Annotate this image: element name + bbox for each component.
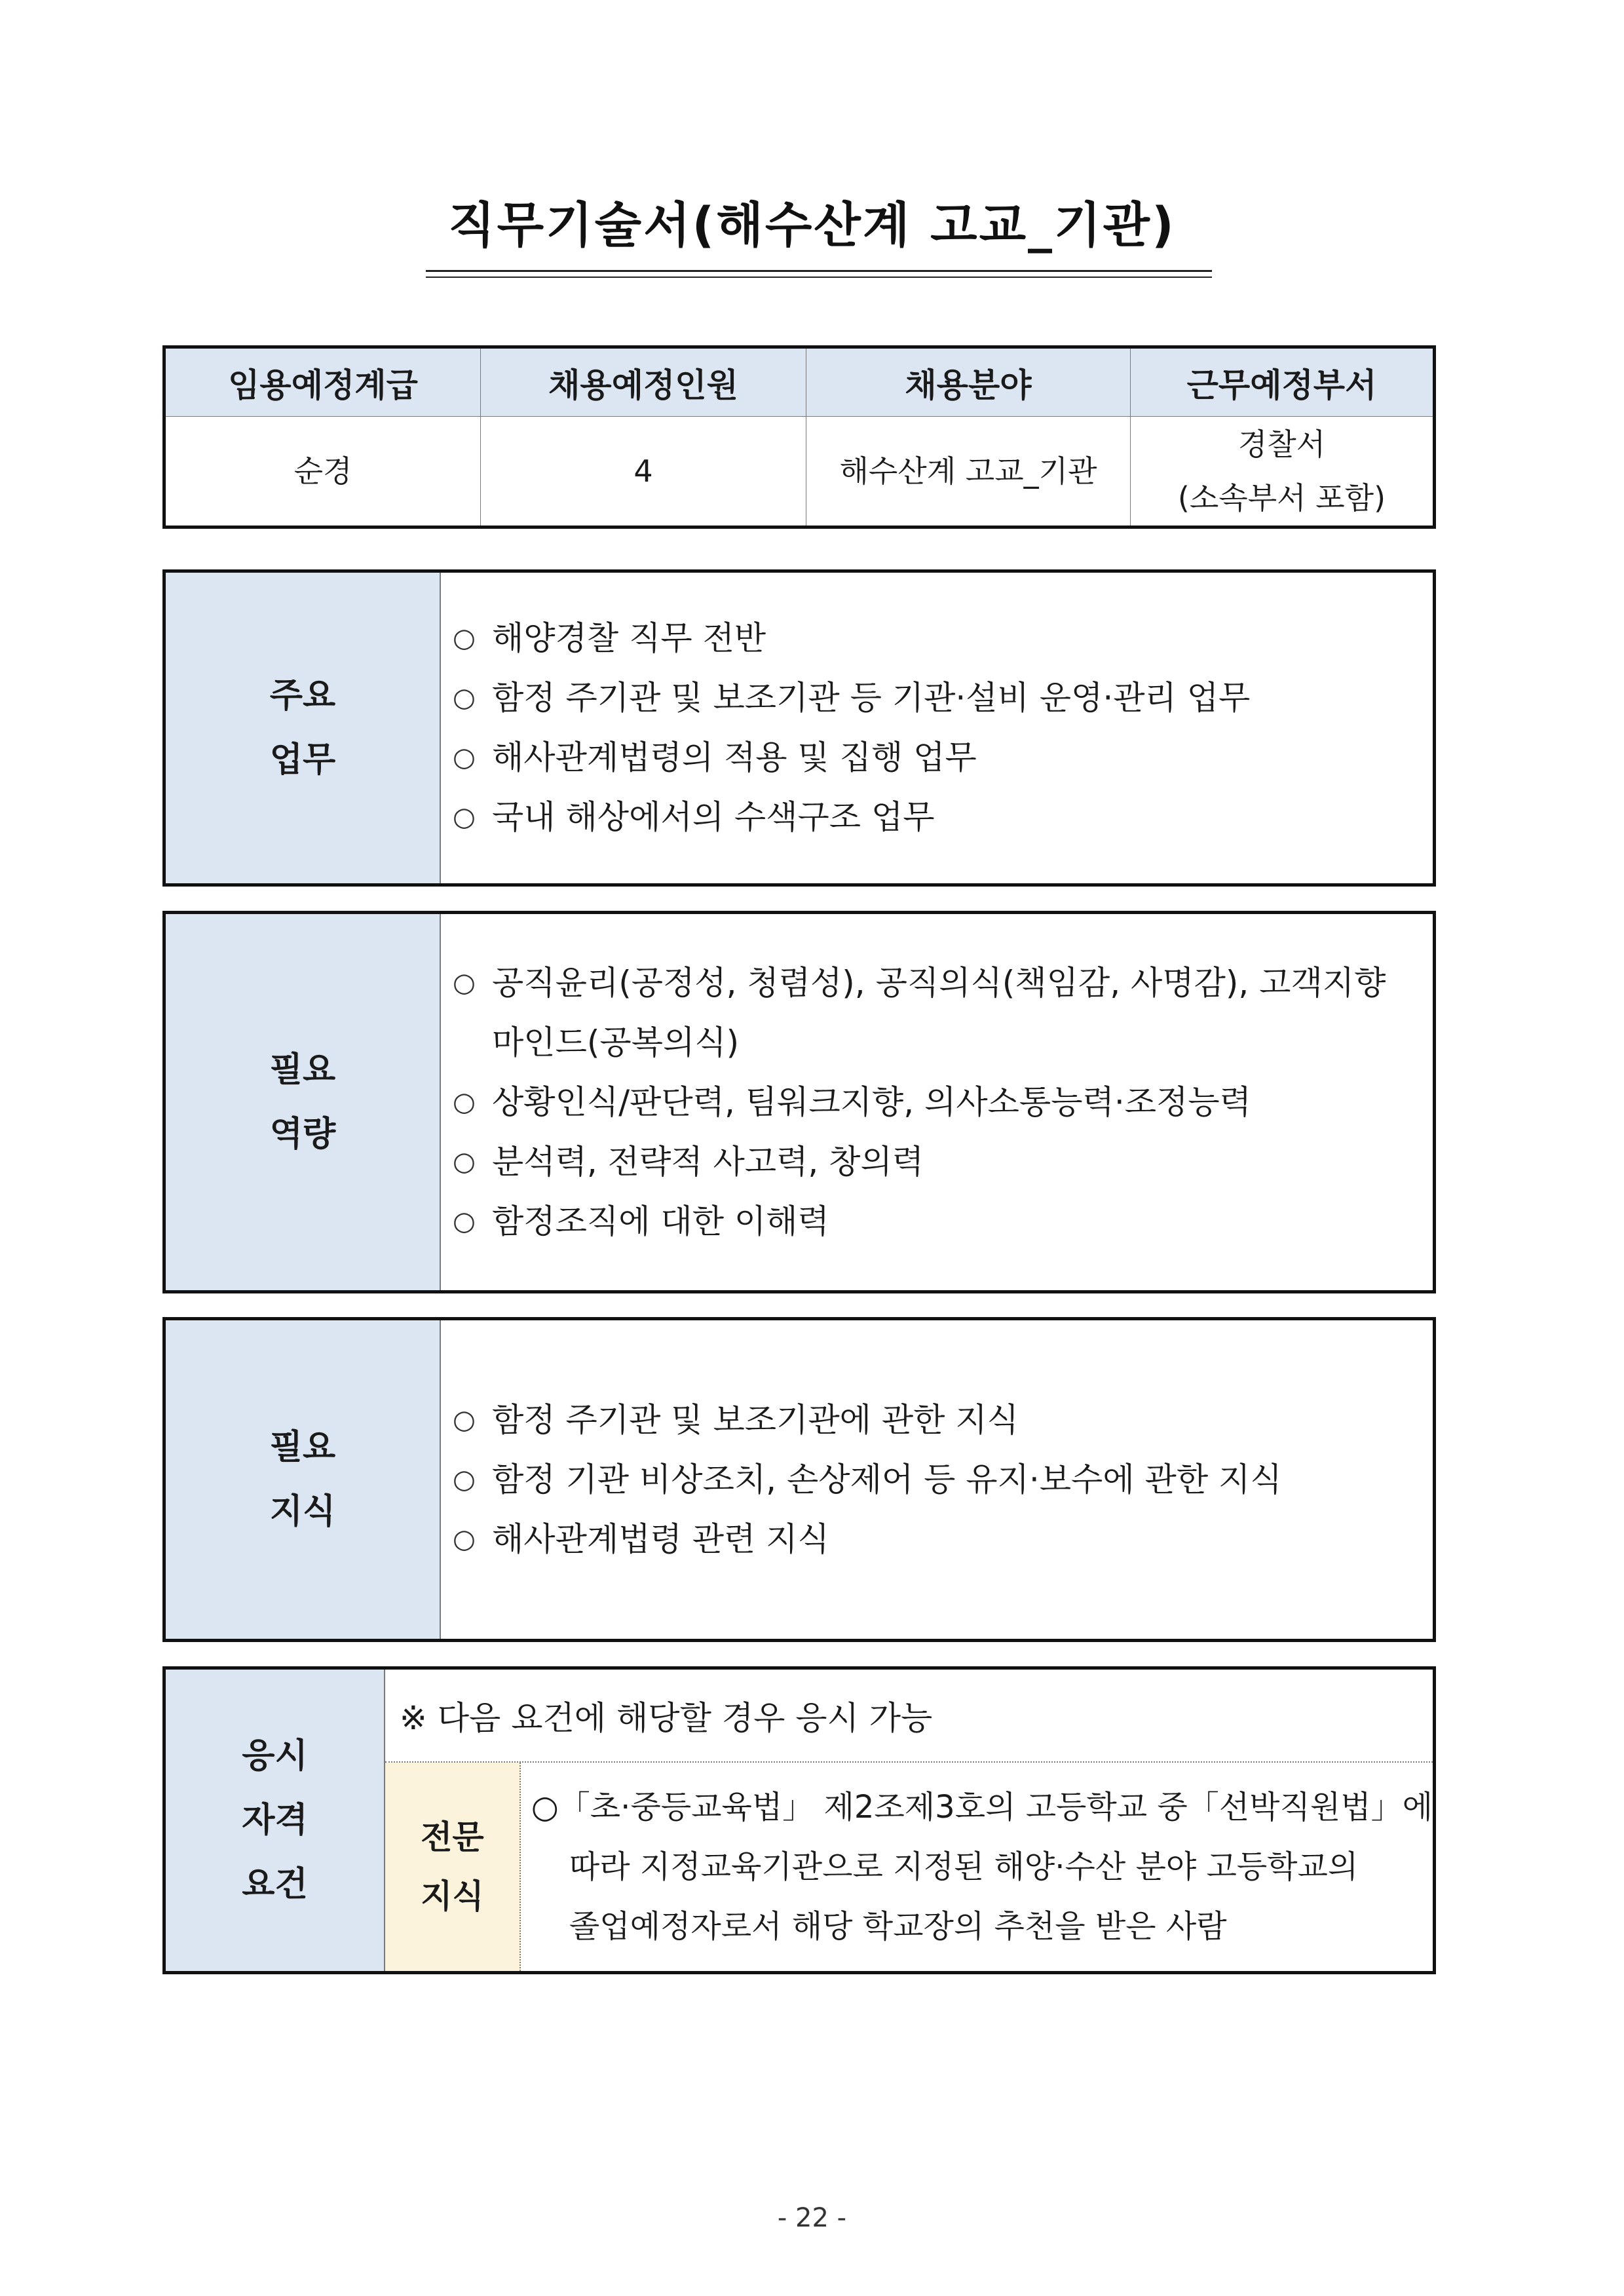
expertise-text [521, 1763, 1433, 1971]
qualification-label-line2: 자격 [242, 1801, 308, 1840]
list-item: ○ 함정조직에 대한 이해력 [453, 1192, 1433, 1252]
list-item: ○ 함정 주기관 및 보조기관 등 기관·설비 운영·관리 업무 [453, 668, 1433, 728]
expertise-label-line1: 전문 [421, 1818, 484, 1856]
list-item: ○ 국내 해상에서의 수색구조 업무 [453, 788, 1433, 847]
header-count: 채용예정인원 [481, 347, 806, 417]
title-underline-secondary [426, 277, 1212, 278]
knowledge-section [162, 1317, 1436, 1642]
list-item-continuation: 마인드(공복의식) [492, 1023, 740, 1062]
expertise-text-line1: ○「초·중등교육법」 제2조제3호의 고등학교 중「선박직원법」에 [531, 1788, 1433, 1826]
knowledge-content [441, 1320, 1433, 1639]
value-dept-line2: (소속부서 포함) [1177, 480, 1386, 516]
bullet-icon: ○ [453, 1086, 476, 1117]
qualification-content [385, 1670, 1433, 1971]
bullet-icon: ○ [453, 742, 476, 773]
qualification-section [162, 1666, 1436, 1974]
bullet-icon: ○ [453, 967, 476, 998]
page-number: - 22 - [777, 2203, 847, 2233]
bullet-icon: ○ [453, 1464, 476, 1495]
header-rank: 임용예정계급 [164, 347, 481, 417]
info-value-row [164, 417, 1435, 527]
value-count: 4 [481, 417, 806, 527]
competency-label [166, 914, 441, 1290]
competency-section [162, 911, 1436, 1293]
header-dept: 근무예정부서 [1131, 347, 1435, 417]
list-item: ○ 함정 주기관 및 보조기관에 관한 지식 [453, 1390, 1433, 1450]
knowledge-label-line1: 필요 [269, 1428, 336, 1467]
duties-label-line2: 업무 [269, 740, 336, 780]
list-item: ○ 공직윤리(공정성, 청렴성), 공직의식(책임감, 사명감), 고객지향 [453, 953, 1433, 1013]
knowledge-label-line2: 지식 [269, 1492, 336, 1531]
qualification-note: ※ 다음 요건에 해당할 경우 응시 가능 [385, 1670, 1433, 1763]
bullet-icon: ○ [453, 1146, 476, 1177]
competency-label-line2: 역량 [269, 1115, 336, 1154]
bullet-icon: ○ [453, 1206, 476, 1236]
expertise-label [385, 1763, 521, 1971]
expertise-text-line2: 따라 지정교육기관으로 지정된 해양·수산 분야 고등학교의 [569, 1848, 1359, 1885]
recruitment-info-table [162, 345, 1436, 529]
bullet-icon: ○ [453, 802, 476, 832]
list-item: ○ 함정 기관 비상조치, 손상제어 등 유지·보수에 관한 지식 [453, 1450, 1433, 1510]
header-field: 채용분야 [806, 347, 1131, 417]
list-item: ○ 해사관계법령 관련 지식 [453, 1510, 1433, 1569]
list-item: ○ 상황인식/판단력, 팀워크지향, 의사소통능력·조정능력 [453, 1073, 1433, 1132]
page-title: 직무기술서(해수산계 고교_기관) [448, 197, 1176, 254]
qualification-label [166, 1670, 385, 1971]
expertise-label-line2: 지식 [421, 1877, 484, 1915]
info-header-row [164, 347, 1435, 417]
bullet-icon: ○ [453, 1523, 476, 1554]
competency-label-line1: 필요 [269, 1050, 336, 1090]
value-rank: 순경 [164, 417, 481, 527]
bullet-icon: ○ [453, 683, 476, 713]
value-dept-line1: 경찰서 [1237, 427, 1326, 462]
title-underline [426, 270, 1212, 272]
expertise-text-line3: 졸업예정자로서 해당 학교장의 추천을 받은 사람 [569, 1907, 1227, 1945]
qualification-label-line1: 응시 [242, 1736, 308, 1776]
value-dept [1131, 417, 1435, 527]
qualification-label-line3: 요건 [242, 1865, 308, 1904]
value-field: 해수산계 고교_기관 [806, 417, 1131, 527]
bullet-icon: ○ [453, 1404, 476, 1435]
list-item: ○ 해양경찰 직무 전반 [453, 609, 1433, 668]
bullet-icon: ○ [453, 623, 476, 653]
list-item: ○ 해사관계법령의 적용 및 집행 업무 [453, 728, 1433, 788]
competency-content [441, 914, 1433, 1290]
duties-section [162, 569, 1436, 887]
knowledge-label [166, 1320, 441, 1639]
qualification-detail [385, 1763, 1433, 1971]
duties-label-line1: 주요 [269, 676, 336, 716]
duties-content [441, 573, 1433, 883]
duties-label [166, 573, 441, 883]
list-item: ○ 분석력, 전략적 사고력, 창의력 [453, 1132, 1433, 1192]
